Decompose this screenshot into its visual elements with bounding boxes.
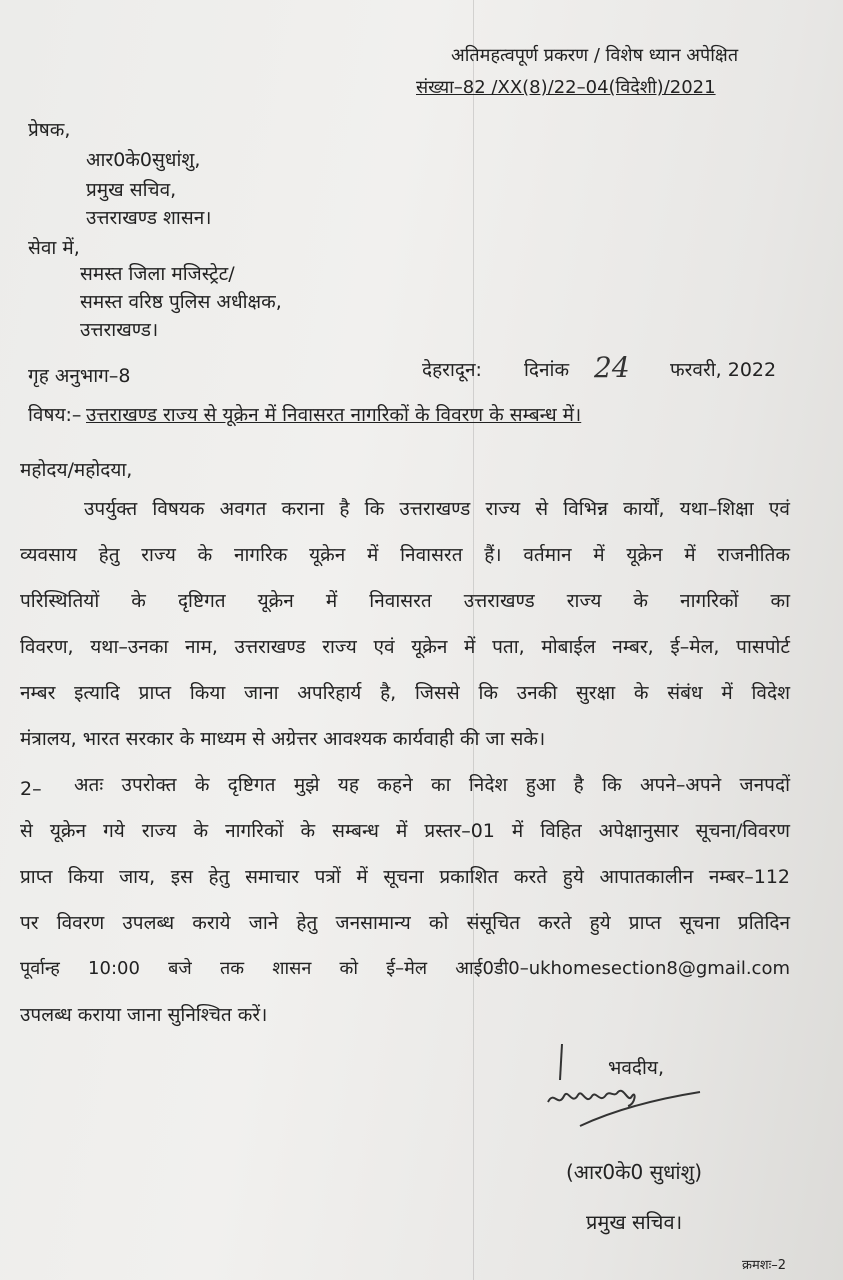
para1-line-3: परिस्थितियों के दृष्टिगत यूक्रेन में निवासरत उत्तराखण्ड राज्य के नागरिकों का <box>20 590 790 612</box>
para2-line-5: पूर्वान्ह 10:00 बजे तक शासन को ई–मेल आई0डी0–ukhomesection8@gmail.com <box>20 958 790 979</box>
reference-number: संख्या–82 /XX(8)/22–04(विदेशी)/2021 <box>416 77 716 98</box>
para2-line-6: उपलब्ध कराया जाना सुनिश्चित करें। <box>20 1004 268 1026</box>
date-day-handwritten: 24 <box>594 351 630 384</box>
recipient-label: सेवा में, <box>28 237 80 259</box>
para1-line-6: मंत्रालय, भारत सरकार के माध्यम से अग्रेत्तर आवश्यक कार्यवाही की जा सके। <box>20 728 546 750</box>
para2-line-1: अतः उपरोक्त के दृष्टिगत मुझे यह कहने का निदेश हुआ है कि अपने–अपने जनपदों <box>74 774 790 796</box>
para1-line-5: नम्बर इत्यादि प्राप्त किया जाना अपरिहार्य है, जिससे कि उनकी सुरक्षा के संबंध में विदेश <box>20 682 790 704</box>
subject-text: उत्तराखण्ड राज्य से यूक्रेन में निवासरत नागरिकों के विवरण के सम्बन्ध में। <box>86 404 582 426</box>
sender-label: प्रेषक, <box>28 119 71 141</box>
recipient-line-3: उत्तराखण्ड। <box>80 319 159 341</box>
signatory-name: (आर0के0 सुधांशु) <box>566 1160 702 1184</box>
para1-line-4: विवरण, यथा–उनका नाम, उत्तराखण्ड राज्य एवं यूक्रेन में पता, मोबाईल नम्बर, ई–मेल, पासपोर्ट <box>20 636 790 658</box>
section-name: गृह अनुभाग–8 <box>28 365 131 387</box>
handwritten-signature <box>540 1040 710 1130</box>
date-label: दिनांक <box>524 359 570 381</box>
place-label: देहरादून: <box>422 359 482 381</box>
sender-name: आर0के0सुधांशु, <box>86 149 201 171</box>
signatory-designation: प्रमुख सचिव। <box>586 1210 683 1234</box>
para1-line-2: व्यवसाय हेतु राज्य के नागरिक यूक्रेन में निवासरत हैं। वर्तमान में यूक्रेन में राजनीतिक <box>20 544 790 566</box>
para2-line-4: पर विवरण उपलब्ध कराये जाने हेतु जनसामान्य को संसूचित करते हुये प्राप्त सूचना प्रतिदिन <box>20 912 790 934</box>
subject-label: विषय:– <box>28 404 82 426</box>
continued-marker: क्रमशः–2 <box>742 1258 786 1273</box>
closing: भवदीय, <box>608 1057 664 1079</box>
para1-line-1: उपर्युक्त विषयक अवगत कराना है कि उत्तराखण्ड राज्य से विभिन्न कार्यों, यथा–शिक्षा एवं <box>84 498 790 520</box>
recipient-line-1: समस्त जिला मजिस्ट्रेट/ <box>80 263 235 285</box>
date-month-year: फरवरी, 2022 <box>670 359 777 381</box>
priority-note: अतिमहत्वपूर्ण प्रकरण / विशेष ध्यान अपेक्षित <box>451 45 739 66</box>
para2-line-2: से यूक्रेन गये राज्य के नागरिकों के सम्बन्ध में प्रस्तर–01 में विहित अपेक्षानुसार सूचना/विवरण <box>20 820 790 842</box>
salutation: महोदय/महोदया, <box>20 459 133 481</box>
recipient-line-2: समस्त वरिष्ठ पुलिस अधीक्षक, <box>80 291 282 313</box>
para2-line-3: प्राप्त किया जाय, इस हेतु समाचार पत्रों में सूचना प्रकाशित करते हुये आपातकालीन नम्बर–112 <box>20 866 790 888</box>
sender-designation: प्रमुख सचिव, <box>86 179 177 201</box>
sender-office: उत्तराखण्ड शासन। <box>86 207 212 229</box>
para2-number: 2– <box>20 778 42 800</box>
